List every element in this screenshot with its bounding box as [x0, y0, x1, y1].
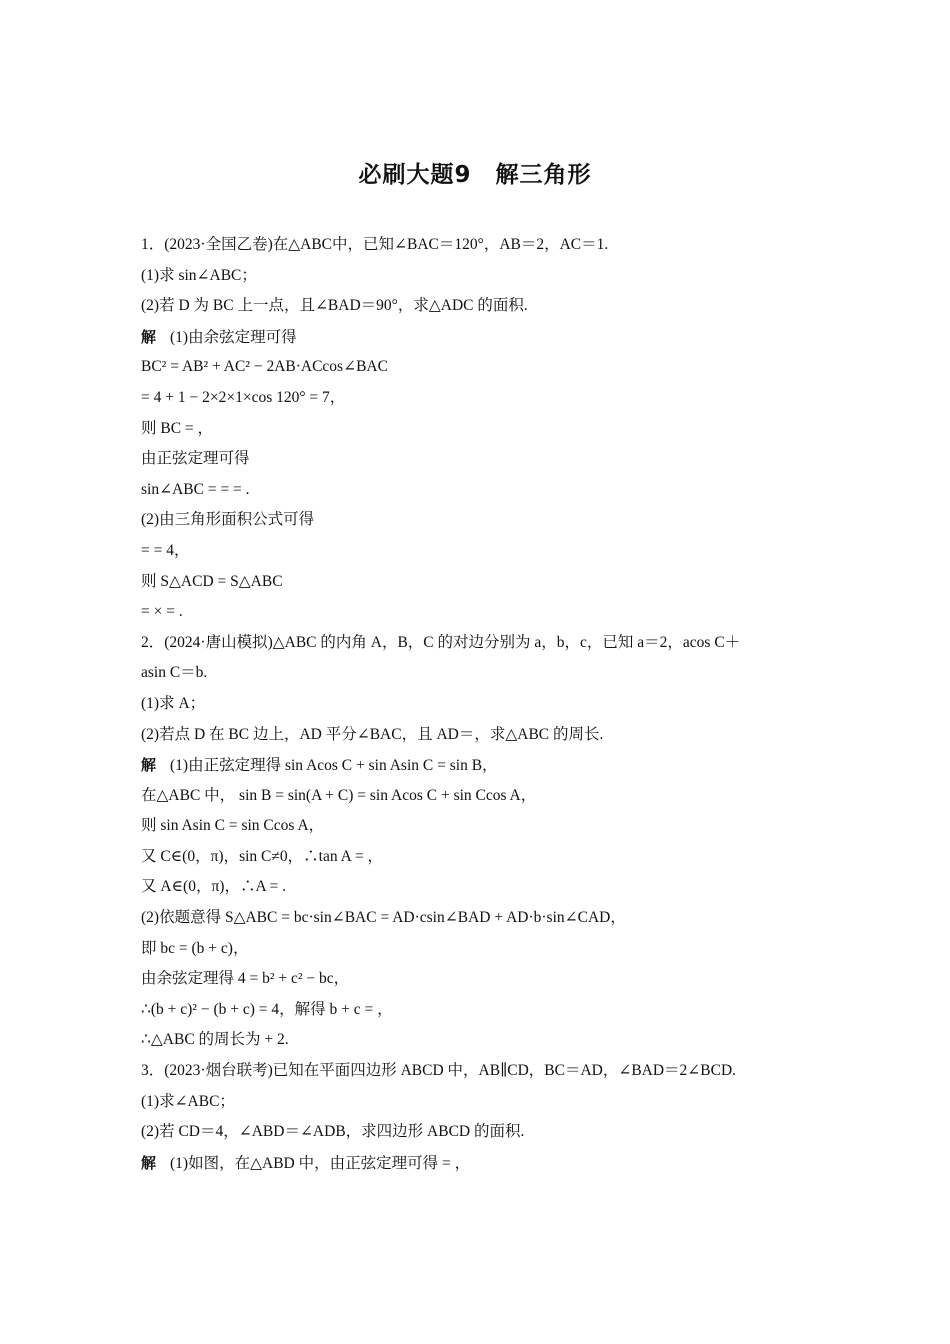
solution-line: 又 C∈(0，π)，sin C≠0，∴tan A = ，	[141, 847, 383, 865]
problem-2-part-1: (1)求 A；	[141, 694, 206, 712]
solution-line	[141, 322, 813, 353]
problem-1-part-1: (1)求 sin∠ABC；	[141, 266, 257, 284]
problem-2-stem: 2．(2024·唐山模拟)△ABC 的内角 A，B，C 的对边分别为 a，b，c，已知 a＝2，acos C＋	[141, 633, 741, 651]
solution-line: = × = .	[141, 603, 183, 621]
solution-line: 由正弦定理可得	[141, 450, 250, 468]
solution-label: 解	[141, 1153, 157, 1172]
solution-text: (1)由余弦定理可得	[170, 328, 297, 346]
solution-line: 由余弦定理得 4 = b² + c² − bc，	[141, 970, 350, 988]
problem-2-part-2: (2)若点 D 在 BC 边上，AD 平分∠BAC，且 AD＝，求△ABC 的周长.	[141, 725, 604, 743]
document-body	[141, 230, 813, 1178]
solution-line: sin∠ABC = = = .	[141, 480, 250, 498]
problem-3-stem: 3．(2023·烟台联考)已知在平面四边形 ABCD 中，AB∥CD，BC＝AD，∠BAD＝2∠BCD.	[141, 1062, 737, 1080]
page-title: 必刷大题9 解三角形	[358, 162, 592, 188]
problem-1-stem: 1．(2023·全国乙卷)在△ABC中，已知∠BAC＝120°，AB＝2，AC＝1.	[141, 236, 609, 253]
solution-line: = 4 + 1 − 2×2×1×cos 120° = 7，	[141, 388, 346, 406]
solution-line: 即 bc = (b + c)，	[141, 939, 249, 957]
problem-3-part-2: (2)若 CD＝4，∠ABD＝∠ADB，求四边形 ABCD 的面积.	[141, 1123, 525, 1141]
solution-line	[141, 1148, 813, 1179]
solution-line: 则 sin Asin C = sin Ccos A，	[141, 817, 325, 835]
solution-label: 解	[141, 756, 157, 775]
problem-1-part-2: (2)若 D 为 BC 上一点，且∠BAD＝90°，求△ADC 的面积.	[141, 297, 528, 315]
solution-line: 又 A∈(0，π)，∴A = .	[141, 878, 287, 896]
solution-line: = = 4，	[141, 541, 190, 559]
solution-line: 在△ABC 中， sin B = sin(A + C) = sin Acos C + sin Ccos A，	[141, 786, 537, 804]
solution-line: (2)由三角形面积公式可得	[141, 511, 315, 529]
solution-line: 则 BC = ，	[141, 419, 214, 437]
solution-line: (2)依题意得 S△ABC = bc·sin∠BAC = AD·csin∠BAD + AD·b·sin∠CAD，	[141, 909, 626, 927]
problem-3-part-1: (1)求∠ABC；	[141, 1092, 235, 1110]
solution-line: ∴△ABC 的周长为 + 2.	[141, 1031, 289, 1049]
solution-line	[141, 750, 813, 781]
solution-line: BC² = AB² + AC² − 2AB·ACcos∠BAC	[141, 358, 388, 376]
solution-text: (1)由正弦定理得 sin Acos C + sin Asin C = sin B，	[170, 757, 498, 775]
solution-label: 解	[141, 327, 157, 346]
solution-line: 则 S△ACD = S△ABC	[141, 572, 283, 590]
solution-line: ∴(b + c)² − (b + c) = 4，解得 b + c = ，	[141, 1000, 393, 1018]
solution-text: (1)如图，在△ABD 中，由正弦定理可得 = ，	[170, 1154, 471, 1172]
problem-2-stem-cont: asin C＝b.	[141, 664, 208, 682]
